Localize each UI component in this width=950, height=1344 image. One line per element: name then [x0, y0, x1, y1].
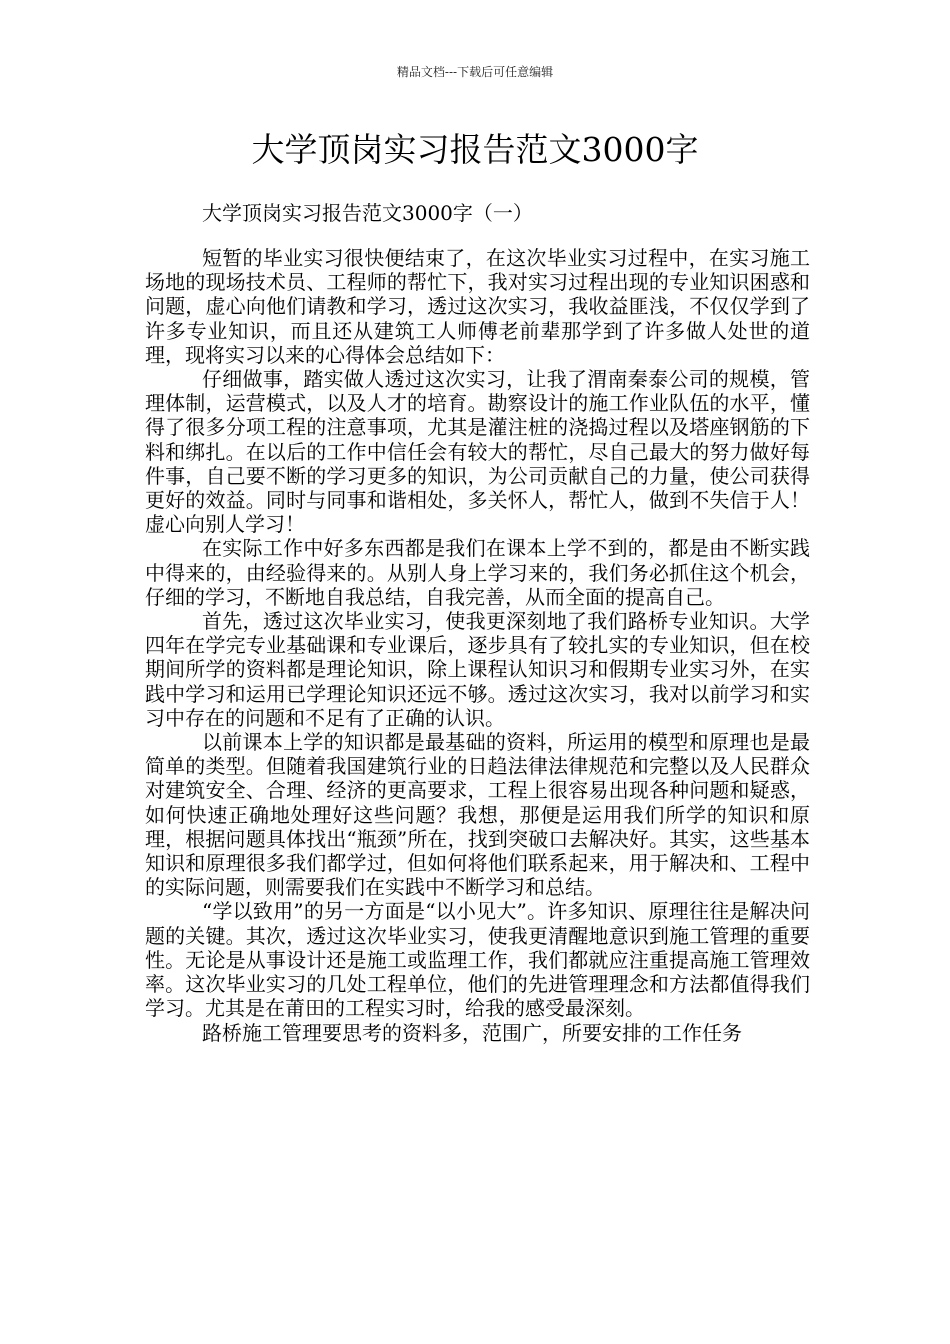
header-note: 精品文档---下载后可任意编辑: [396, 65, 554, 79]
paragraph: 短暂的毕业实习很快便结束了，在这次毕业实习过程中，在实习施工场地的现场技术员、工程师的帮忙下，我对实习过程出现的专业知识困惑和问题，虚心向他们请教和学习，透过这次实习，我收益匪浅，不仅仅学到了许多专业知识，而且还从建筑工人师傅老前辈那学到了许多做人处世的道理，现将实习以来的心得体会总结如下：: [145, 246, 810, 367]
paragraph: 仔细做事，踏实做人透过这次实习，让我了渭南秦泰公司的规模，管理体制，运营模式，以及人才的培育。勘察设计的施工作业队伍的水平，懂得了很多分项工程的注意事项，尤其是灌注桩的浇捣过程以及塔座钢筋的下料和绑扎。在以后的工作中信任会有较大的帮忙，尽自己最大的努力做好每件事，自己要不断的学习更多的知识，为公司贡献自己的力量，使公司获得更好的效益。同时与同事和谐相处，多关怀人，帮忙人，做到不失信于人！虚心向别人学习！: [145, 367, 810, 537]
document-title: 大学顶岗实习报告范文3000字: [251, 130, 699, 169]
paragraph: 路桥施工管理要思考的资料多，范围广，所要安排的工作任务: [202, 1020, 742, 1045]
paragraph: 以前课本上学的知识都是最基础的资料，所运用的模型和原理也是最简单的类型。但随着我国建筑行业的日趋法律法律规范和完整以及人民群众对建筑安全、合理、经济的更高要求，工程上很容易出现各种问题和疑惑，如何快速正确地处理好这些问题？我想，那便是运用我们所学的知识和原理，根据问题具体找出“瓶颈”所在，找到突破口去解决好。其实，这些基本知识和原理很多我们都学过，但如何将他们联系起来，用于解决和、工程中的实际问题，则需要我们在实践中不断学习和总结。: [145, 730, 810, 900]
paragraph: 在实际工作中好多东西都是我们在课本上学不到的，都是由不断实践中得来的，由经验得来的。从别人身上学习来的，我们务必抓住这个机会，仔细的学习，不断地自我总结，自我完善，从而全面的提高自己。: [145, 536, 810, 609]
paragraph: 首先，透过这次毕业实习，使我更深刻地了我们路桥专业知识。大学四年在学完专业基础课和专业课后，逐步具有了较扎实的专业知识，但在校期间所学的资料都是理论知识，除上课程认知识习和假期专业实习外，在实践中学习和运用已学理论知识还远不够。透过这次实习，我对以前学习和实习中存在的问题和不足有了正确的认识。: [145, 609, 810, 730]
paragraph: “学以致用”的另一方面是“以小见大”。许多知识、原理往往是解决问题的关键。其次，透过这次毕业实习，使我更清醒地意识到施工管理的重要性。无论是从事设计还是施工或监理工作，我们都就应注重提高施工管理效率。这次毕业实习的几处工程单位，他们的先进管理理念和方法都值得我们学习。尤其是在莆田的工程实习时，给我的感受最深刻。: [145, 899, 810, 1021]
body-text: [145, 246, 810, 1045]
section-heading: 大学顶岗实习报告范文3000字（一）: [202, 201, 533, 225]
